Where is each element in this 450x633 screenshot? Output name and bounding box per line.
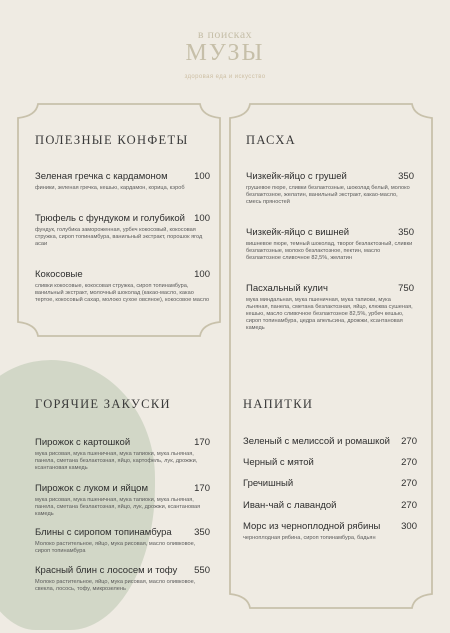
item-price: 270: [401, 457, 417, 468]
item-price: 100: [194, 213, 210, 224]
section-title-sweets: ПОЛЕЗНЫЕ КОНФЕТЫ: [35, 133, 189, 147]
item-price: 100: [194, 269, 210, 280]
item-price: 550: [194, 565, 210, 576]
item-price: 350: [398, 227, 414, 238]
item-description: вишневое пюре, темный шоколад, творог безлактозный, сливки безлактозные, молоко безлактозное, пектин, масло безлактозное сливочное 82,5%, желатин: [246, 241, 413, 261]
brand-logo: МУЗЫ: [185, 40, 265, 66]
list-item: [243, 521, 417, 542]
list-item: [35, 171, 210, 192]
item-description: грушевое пюре, сливки безлактозные, шоколад белый, молоко безлактозное, желатин, ванильный экстракт, какао-масло, смесь пряностей: [246, 185, 410, 205]
item-price: 350: [194, 527, 210, 538]
item-description: Молоко растительное, яйцо, мука рисовая, масло оливковое, сироп топинамбура: [35, 541, 196, 554]
item-description: мука рисовая, мука пшеничная, мука тапиоки, мука льняная, панела, сметана безлактозная, яйцо, лук, дрожжи, ксантановая камедь: [35, 497, 201, 517]
item-name: Пирожок с картошкой: [35, 437, 131, 448]
item-name: Кокосовые: [35, 269, 83, 280]
brand-tagline-top: в поисках: [197, 27, 253, 41]
item-name: Черный с мятой: [243, 457, 314, 468]
section-title-hot: ГОРЯЧИЕ ЗАКУСКИ: [35, 397, 171, 411]
item-price: 350: [398, 171, 414, 182]
item-price: 750: [398, 283, 414, 294]
item-description: финики, зеленая гречка, кешью, кардамон, корица, кэроб: [35, 185, 185, 191]
list-item: [35, 437, 210, 472]
section-title-drinks: НАПИТКИ: [243, 397, 314, 411]
list-item: [243, 457, 417, 468]
list-item: [35, 213, 210, 248]
item-name: Чизкейк-яйцо с вишней: [246, 227, 350, 238]
item-name: Гречишный: [243, 478, 294, 489]
item-price: 100: [194, 171, 210, 182]
list-item: [246, 227, 414, 262]
item-price: 270: [401, 500, 417, 511]
list-item: [246, 171, 414, 206]
item-price: 300: [401, 521, 417, 532]
item-name: Чизкейк-яйцо с грушей: [246, 171, 347, 182]
list-item: [243, 500, 417, 511]
item-name: Трюфель с фундуком и голубикой: [35, 213, 185, 224]
item-description: фундук, голубика замороженная, урбеч кокосовый, кокосовая стружка, сироп топинамбура, ванильный экстракт, порошок ягод асаи: [35, 227, 203, 247]
item-description: черноплодная рябина, сироп топинамбура, бадьян: [243, 535, 376, 541]
list-item: [246, 283, 414, 332]
item-name: Пасхальный кулич: [246, 283, 328, 294]
item-name: Зеленый с мелиссой и ромашкой: [243, 436, 390, 447]
item-price: 270: [401, 436, 417, 447]
item-price: 170: [194, 437, 210, 448]
list-item: [243, 478, 417, 489]
item-name: Морс из черноплодной рябины: [243, 521, 381, 532]
list-item: [35, 483, 210, 518]
list-item: [243, 436, 417, 447]
brand-subtitle: здоровая еда и искусство: [184, 74, 266, 80]
item-description: мука миндальная, мука пшеничная, мука тапиоки, мука льняная, панела, сметана безлактозная, яйцо, клюква сушеная, кешью, масло сливочное безлактозное 82,5%, урбеч кешью, сироп топинамбура, цедра апельсина, дрожжи, ксантановая камедь: [246, 297, 413, 331]
section-title-easter: ПАСХА: [246, 133, 296, 147]
item-description: сливки кокосовые, кокосовая стружка, сироп топинамбура, ванильный экстракт, молочный шоколад (какао-масло, какао тертое, кокосовый сахар, молоко сухое овсяное), кокосовое масло: [35, 283, 210, 303]
item-price: 170: [194, 483, 210, 494]
item-name: Пирожок с луком и яйцом: [35, 483, 148, 494]
list-item: [35, 269, 210, 304]
item-description: мука рисовая, мука пшеничная, мука тапиоки, мука льняная, панела, сметана безлактозная, яйцо, картофель, лук, дрожжи, ксантановая камедь: [35, 451, 198, 471]
item-price: 270: [401, 478, 417, 489]
item-name: Зеленая гречка с кардамоном: [35, 171, 168, 182]
item-description: Молоко растительное, яйцо, мука рисовая, масло оливковое, свекла, лосось, тофу, микрозелень: [35, 579, 196, 592]
list-item: [35, 527, 210, 555]
item-name: Иван-чай с лавандой: [243, 500, 337, 511]
list-item: [35, 565, 210, 593]
item-name: Красный блин с лососем и тофу: [35, 565, 178, 576]
item-name: Блины с сиропом топинамбура: [35, 527, 172, 538]
